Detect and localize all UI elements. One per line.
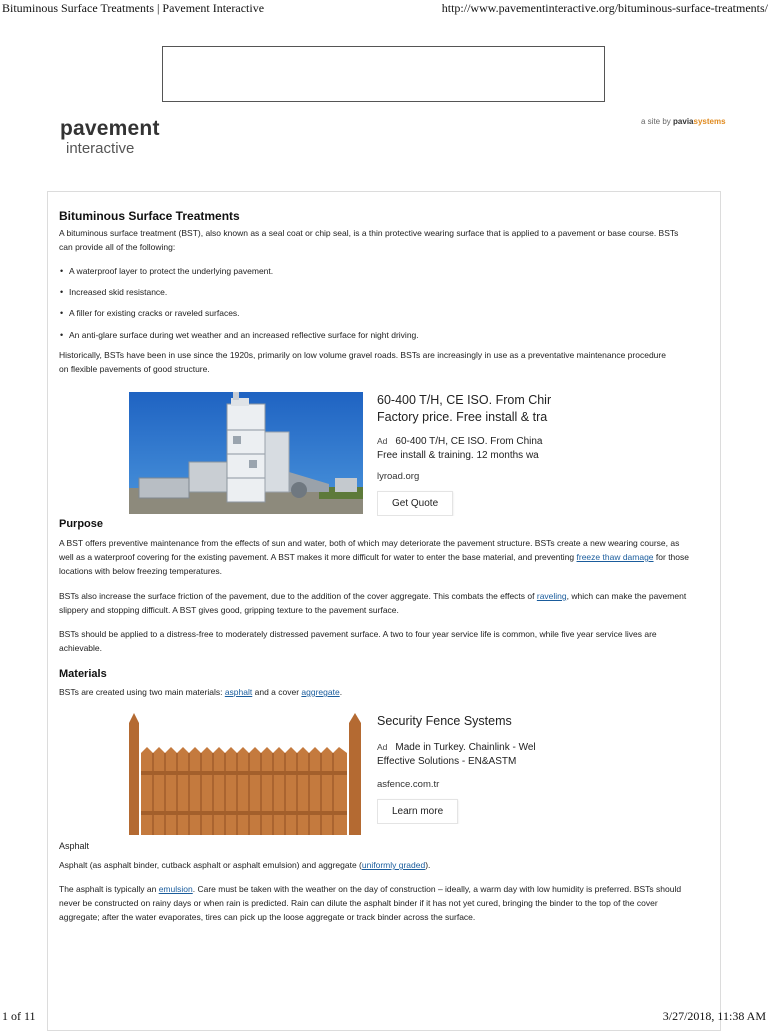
asphalt-subheading: Asphalt	[59, 841, 90, 851]
print-header	[0, 1, 768, 16]
ad-domain[interactable]: lyroad.org	[377, 471, 420, 482]
aggregate-link[interactable]: aggregate	[301, 687, 340, 697]
ad-description-line-1	[377, 434, 555, 449]
list-item: • A waterproof layer to protect the underlying pavement.	[69, 264, 273, 278]
uniformly-graded-link[interactable]: uniformly graded	[361, 860, 426, 870]
logo-line1: pavement	[60, 117, 160, 140]
site-by-prefix: a site by	[641, 117, 671, 126]
site-by-credit[interactable]	[641, 117, 726, 126]
ad-badge: Ad	[377, 742, 388, 752]
materials-heading: Materials	[59, 668, 107, 680]
ad-domain[interactable]: asfence.com.tr	[377, 779, 440, 790]
list-item: • An anti-glare surface during wet weather and an increased reflective surface for night driving.	[69, 328, 419, 342]
ad-unit-fence[interactable]	[129, 713, 559, 838]
ad-description-line-2: Effective Solutions - EN&ASTM	[377, 756, 517, 767]
brand-systems: systems	[693, 117, 726, 126]
purpose-paragraph-2	[59, 589, 689, 617]
text: and a cover	[252, 687, 302, 697]
text: . Care must be taken with the weather on the day of construction – ideally, a warm day with low humidity is preferred. BSTs should never be constructed on rainy days or when rain is predicted. Rain can dilute the asphalt binder if it has not yet cured, bringing the binder to the top of the cover aggregate; after the water evaporates, tires can pick up the loose aggregate or track binder across the surface.	[59, 884, 682, 922]
materials-paragraph-2	[59, 858, 689, 872]
print-page-title: Bituminous Surface Treatments | Pavement Interactive	[2, 1, 265, 15]
materials-paragraph-3	[59, 882, 689, 924]
purpose-paragraph-1	[59, 536, 689, 578]
get-quote-button[interactable]: Get Quote	[377, 491, 453, 516]
ad-title-line-1[interactable]: 60-400 T/H, CE ISO. From Chir	[377, 393, 552, 407]
ad-text-2[interactable]	[377, 713, 555, 824]
ad-description-line-2: Free install & training. 12 months wa	[377, 450, 539, 461]
history-paragraph: Historically, BSTs have been in use since the 1920s, primarily on low volume gravel roads. BSTs are increasingly in use as a preventative maintenance procedure on flexible pavements of good structure.	[59, 350, 666, 374]
text: .	[339, 687, 343, 697]
ad-unit-asphalt-plant[interactable]	[129, 392, 559, 517]
brand-pavia: pavia	[673, 117, 694, 126]
ad-image-asphalt-plant[interactable]	[129, 392, 363, 514]
text: ).	[425, 860, 431, 870]
pavia-brand	[673, 117, 726, 126]
text: , which can make the pavement slippery and stopping difficult. A BST gives good, gripping texture to the pavement surface.	[59, 591, 687, 615]
text: The asphalt is typically an	[59, 884, 159, 894]
article-title: Bituminous Surface Treatments	[59, 209, 240, 223]
list-item: • Increased skid resistance.	[69, 285, 167, 299]
learn-more-button[interactable]: Learn more	[377, 799, 458, 824]
text: BSTs are created using two main materials:	[59, 687, 225, 697]
text: for those locations with below freezing temperatures.	[59, 552, 689, 576]
asphalt-link[interactable]: asphalt	[224, 687, 253, 697]
wooden-fence-image	[129, 713, 363, 835]
asphalt-plant-image	[129, 392, 363, 514]
top-ad-banner[interactable]	[162, 46, 605, 102]
print-datetime: 3/27/2018, 11:38 AM	[662, 1009, 766, 1023]
ad-badge: Ad	[377, 436, 388, 446]
print-footer	[0, 1009, 768, 1024]
list-item: • A filler for existing cracks or raveled surfaces.	[69, 306, 240, 320]
raveling-link[interactable]: raveling	[536, 591, 567, 601]
ad-title-line-2[interactable]: Factory price. Free install & tra	[377, 410, 548, 424]
purpose-paragraph-3: BSTs should be applied to a distress-free to moderately distressed pavement surface. A two to four year service life is common, while five year service lives are achievable.	[59, 629, 657, 653]
ad-text-1[interactable]	[377, 392, 555, 516]
purpose-heading: Purpose	[59, 518, 104, 530]
page-counter: 1 of 11	[2, 1009, 36, 1023]
print-page-url: http://www.pavementinteractive.org/bituminous-surface-treatments/	[441, 1, 768, 15]
site-logo[interactable]	[60, 118, 176, 168]
text: Asphalt (as asphalt binder, cutback asphalt or asphalt emulsion) and aggregate (	[59, 860, 362, 870]
logo-line2: interactive	[66, 140, 135, 157]
intro-paragraph: A bituminous surface treatment (BST), also known as a seal coat or chip seal, is a thin protective wearing surface that is applied to a pavement or base course. BSTs can provide all of the following:	[59, 228, 679, 252]
ad-title[interactable]: Security Fence Systems	[377, 714, 512, 728]
text: Made in Turkey. Chainlink - Wel	[395, 742, 536, 753]
freeze-thaw-link[interactable]: freeze thaw damage	[576, 552, 654, 562]
text: BSTs also increase the surface friction of the pavement, due to the addition of the cover aggregate. This combats the effects of	[59, 591, 537, 601]
text: A BST offers preventive maintenance from the effects of sun and water, both of which may deteriorate the pavement structure. BSTs create a new wearing course, as well as a waterproof covering for the existing pavement. A BST makes it more difficult for water to enter the base material, and preventing	[59, 538, 680, 562]
text: 60-400 T/H, CE ISO. From China	[395, 436, 543, 447]
emulsion-link[interactable]: emulsion	[158, 884, 193, 894]
ad-description-line-1	[377, 740, 555, 755]
ad-image-fence[interactable]	[129, 713, 363, 835]
materials-paragraph-1	[59, 685, 689, 699]
